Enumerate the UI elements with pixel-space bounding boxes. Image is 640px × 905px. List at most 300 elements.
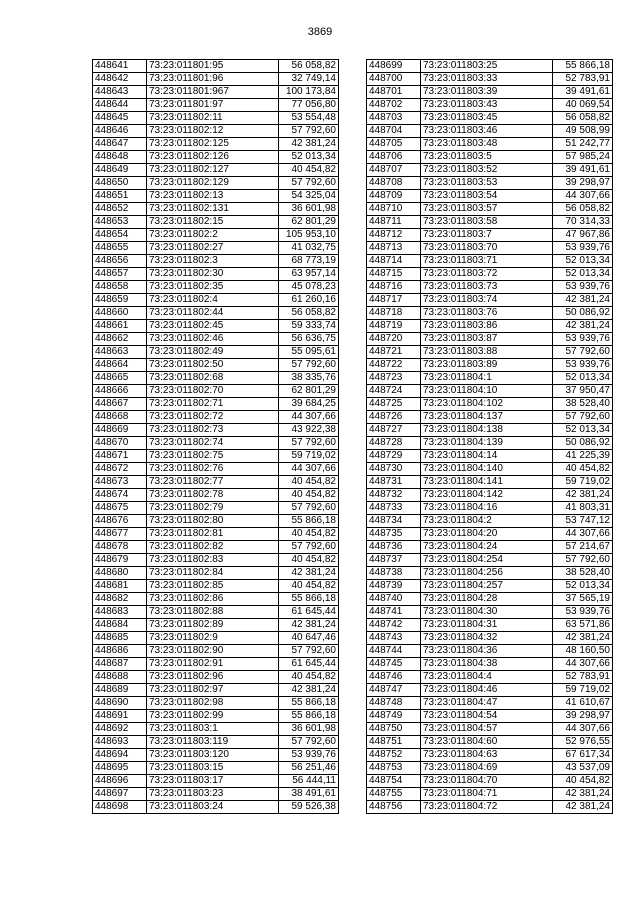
value-cell: 42 381,24 — [553, 320, 613, 333]
record-number-cell: 448705 — [367, 138, 421, 151]
record-number-cell: 448714 — [367, 255, 421, 268]
table-row — [367, 86, 613, 99]
record-number-cell: 448682 — [93, 593, 147, 606]
value-cell: 57 792,60 — [553, 411, 613, 424]
value-cell: 41 225,39 — [553, 450, 613, 463]
record-number-cell: 448713 — [367, 242, 421, 255]
value-cell: 53 939,76 — [553, 242, 613, 255]
cadastral-number-cell: 73:23:011803:24 — [147, 801, 279, 814]
table-row — [93, 801, 339, 814]
cadastral-number-cell: 73:23:011803:25 — [421, 60, 553, 73]
cadastral-number-cell: 73:23:011803:72 — [421, 268, 553, 281]
cadastral-number-cell: 73:23:011804:47 — [421, 697, 553, 710]
table-row — [367, 619, 613, 632]
record-number-cell: 448742 — [367, 619, 421, 632]
record-number-cell: 448749 — [367, 710, 421, 723]
record-number-cell: 448716 — [367, 281, 421, 294]
cadastral-number-cell: 73:23:011804:72 — [421, 801, 553, 814]
table-row — [367, 216, 613, 229]
record-number-cell: 448689 — [93, 684, 147, 697]
record-number-cell: 448745 — [367, 658, 421, 671]
record-number-cell: 448722 — [367, 359, 421, 372]
value-cell: 44 307,66 — [553, 723, 613, 736]
table-row — [93, 411, 339, 424]
value-cell: 40 454,82 — [279, 528, 339, 541]
cadastral-number-cell: 73:23:011803:39 — [421, 86, 553, 99]
record-number-cell: 448645 — [93, 112, 147, 125]
record-number-cell: 448669 — [93, 424, 147, 437]
record-number-cell: 448736 — [367, 541, 421, 554]
value-cell: 56 058,82 — [279, 307, 339, 320]
cadastral-number-cell: 73:23:011802:96 — [147, 671, 279, 684]
table-row — [367, 775, 613, 788]
record-number-cell: 448753 — [367, 762, 421, 775]
table-row — [367, 749, 613, 762]
cadastral-number-cell: 73:23:011802:76 — [147, 463, 279, 476]
record-number-cell: 448693 — [93, 736, 147, 749]
table-row — [367, 580, 613, 593]
record-number-cell: 448696 — [93, 775, 147, 788]
record-number-cell: 448697 — [93, 788, 147, 801]
cadastral-number-cell: 73:23:011803:33 — [421, 73, 553, 86]
table-row — [93, 697, 339, 710]
table-row — [367, 320, 613, 333]
record-number-cell: 448727 — [367, 424, 421, 437]
value-cell: 53 939,76 — [553, 359, 613, 372]
record-number-cell: 448683 — [93, 606, 147, 619]
record-number-cell: 448732 — [367, 489, 421, 502]
table-row — [367, 242, 613, 255]
table-row — [367, 723, 613, 736]
value-cell: 42 381,24 — [279, 138, 339, 151]
record-number-cell: 448750 — [367, 723, 421, 736]
value-cell: 52 013,34 — [553, 268, 613, 281]
table-row — [93, 645, 339, 658]
table-row — [367, 658, 613, 671]
cadastral-number-cell: 73:23:011804:254 — [421, 554, 553, 567]
value-cell: 44 307,66 — [553, 658, 613, 671]
table-row — [367, 385, 613, 398]
table-row — [367, 463, 613, 476]
table-row — [93, 749, 339, 762]
value-cell: 42 381,24 — [553, 489, 613, 502]
cadastral-number-cell: 73:23:011802:90 — [147, 645, 279, 658]
value-cell: 53 939,76 — [279, 749, 339, 762]
table-row — [367, 606, 613, 619]
cadastral-number-cell: 73:23:011802:70 — [147, 385, 279, 398]
value-cell: 38 528,40 — [553, 398, 613, 411]
value-cell: 63 571,86 — [553, 619, 613, 632]
value-cell: 42 381,24 — [279, 619, 339, 632]
value-cell: 61 260,16 — [279, 294, 339, 307]
record-number-cell: 448692 — [93, 723, 147, 736]
table-row — [367, 684, 613, 697]
cadastral-number-cell: 73:23:011803:7 — [421, 229, 553, 242]
record-number-cell: 448654 — [93, 229, 147, 242]
value-cell: 100 173,84 — [279, 86, 339, 99]
value-cell: 55 095,61 — [279, 346, 339, 359]
value-cell: 50 086,92 — [553, 437, 613, 450]
record-number-cell: 448646 — [93, 125, 147, 138]
cadastral-number-cell: 73:23:011803:88 — [421, 346, 553, 359]
record-number-cell: 448673 — [93, 476, 147, 489]
cadastral-number-cell: 73:23:011802:126 — [147, 151, 279, 164]
record-number-cell: 448707 — [367, 164, 421, 177]
value-cell: 67 617,34 — [553, 749, 613, 762]
table-row — [93, 684, 339, 697]
table-row — [367, 268, 613, 281]
value-cell: 57 792,60 — [279, 736, 339, 749]
record-number-cell: 448694 — [93, 749, 147, 762]
table-row — [93, 112, 339, 125]
table-row — [93, 398, 339, 411]
record-number-cell: 448665 — [93, 372, 147, 385]
table-row — [93, 268, 339, 281]
table-row — [93, 255, 339, 268]
cadastral-number-cell: 73:23:011803:52 — [421, 164, 553, 177]
value-cell: 63 957,14 — [279, 268, 339, 281]
cadastral-number-cell: 73:23:011804:71 — [421, 788, 553, 801]
cadastral-number-cell: 73:23:011803:120 — [147, 749, 279, 762]
cadastral-number-cell: 73:23:011803:46 — [421, 125, 553, 138]
value-cell: 55 866,18 — [279, 697, 339, 710]
table-row — [367, 476, 613, 489]
table-row — [93, 125, 339, 138]
value-cell: 48 160,50 — [553, 645, 613, 658]
table-row — [93, 606, 339, 619]
cadastral-number-cell: 73:23:011803:53 — [421, 177, 553, 190]
value-cell: 40 454,82 — [279, 671, 339, 684]
table-row — [367, 359, 613, 372]
value-cell: 77 056,80 — [279, 99, 339, 112]
table-row — [367, 398, 613, 411]
cadastral-number-cell: 73:23:011803:15 — [147, 762, 279, 775]
record-number-cell: 448664 — [93, 359, 147, 372]
cadastral-number-cell: 73:23:011803:23 — [147, 788, 279, 801]
table-row — [93, 528, 339, 541]
value-cell: 42 381,24 — [553, 294, 613, 307]
record-number-cell: 448663 — [93, 346, 147, 359]
record-number-cell: 448670 — [93, 437, 147, 450]
value-cell: 40 454,82 — [279, 554, 339, 567]
record-number-cell: 448651 — [93, 190, 147, 203]
cadastral-number-cell: 73:23:011804:69 — [421, 762, 553, 775]
value-cell: 56 636,75 — [279, 333, 339, 346]
value-cell: 61 645,44 — [279, 606, 339, 619]
record-number-cell: 448655 — [93, 242, 147, 255]
cadastral-number-cell: 73:23:011802:127 — [147, 164, 279, 177]
value-cell: 53 747,12 — [553, 515, 613, 528]
value-cell: 40 069,54 — [553, 99, 613, 112]
record-number-cell: 448723 — [367, 372, 421, 385]
record-number-cell: 448738 — [367, 567, 421, 580]
cadastral-number-cell: 73:23:011802:50 — [147, 359, 279, 372]
cadastral-number-cell: 73:23:011802:88 — [147, 606, 279, 619]
value-cell: 55 866,18 — [553, 60, 613, 73]
table-row — [367, 294, 613, 307]
value-cell: 37 950,47 — [553, 385, 613, 398]
value-cell: 52 013,34 — [553, 580, 613, 593]
table-row — [367, 281, 613, 294]
record-number-cell: 448690 — [93, 697, 147, 710]
value-cell: 105 953,10 — [279, 229, 339, 242]
record-number-cell: 448729 — [367, 450, 421, 463]
value-cell: 41 610,67 — [553, 697, 613, 710]
table-row — [93, 333, 339, 346]
cadastral-number-cell: 73:23:011802:45 — [147, 320, 279, 333]
table-row — [367, 99, 613, 112]
table-row — [367, 190, 613, 203]
value-cell: 52 013,34 — [553, 255, 613, 268]
cadastral-number-cell: 73:23:011804:38 — [421, 658, 553, 671]
table-row — [93, 580, 339, 593]
value-cell: 32 749,14 — [279, 73, 339, 86]
record-number-cell: 448681 — [93, 580, 147, 593]
value-cell: 44 307,66 — [553, 190, 613, 203]
value-cell: 50 086,92 — [553, 307, 613, 320]
table-row — [367, 372, 613, 385]
value-cell: 57 792,60 — [279, 177, 339, 190]
table-row — [367, 125, 613, 138]
record-number-cell: 448701 — [367, 86, 421, 99]
cadastral-number-cell: 73:23:011802:68 — [147, 372, 279, 385]
record-number-cell: 448739 — [367, 580, 421, 593]
cadastral-number-cell: 73:23:011802:77 — [147, 476, 279, 489]
cadastral-number-cell: 73:23:011802:9 — [147, 632, 279, 645]
cadastral-number-cell: 73:23:011802:35 — [147, 281, 279, 294]
value-cell: 57 792,60 — [279, 502, 339, 515]
table-row — [93, 671, 339, 684]
cadastral-number-cell: 73:23:011801:97 — [147, 99, 279, 112]
record-number-cell: 448743 — [367, 632, 421, 645]
value-cell: 57 792,60 — [553, 346, 613, 359]
left-table-body — [93, 60, 339, 814]
table-row — [93, 632, 339, 645]
record-number-cell: 448731 — [367, 476, 421, 489]
table-row — [367, 164, 613, 177]
cadastral-number-cell: 73:23:011802:131 — [147, 203, 279, 216]
cadastral-number-cell: 73:23:011801:967 — [147, 86, 279, 99]
value-cell: 40 454,82 — [279, 489, 339, 502]
table-row — [93, 60, 339, 73]
record-number-cell: 448744 — [367, 645, 421, 658]
right-table-body — [367, 60, 613, 814]
record-number-cell: 448721 — [367, 346, 421, 359]
table-row — [93, 463, 339, 476]
value-cell: 42 381,24 — [553, 801, 613, 814]
value-cell: 40 454,82 — [553, 775, 613, 788]
table-row — [367, 736, 613, 749]
record-number-cell: 448704 — [367, 125, 421, 138]
table-row — [93, 424, 339, 437]
table-row — [367, 73, 613, 86]
table-row — [367, 502, 613, 515]
record-number-cell: 448648 — [93, 151, 147, 164]
value-cell: 52 013,34 — [553, 424, 613, 437]
table-row — [367, 177, 613, 190]
value-cell: 40 454,82 — [279, 164, 339, 177]
cadastral-number-cell: 73:23:011802:86 — [147, 593, 279, 606]
value-cell: 57 985,24 — [553, 151, 613, 164]
value-cell: 59 719,02 — [553, 684, 613, 697]
record-number-cell: 448642 — [93, 73, 147, 86]
table-row — [93, 723, 339, 736]
record-number-cell: 448712 — [367, 229, 421, 242]
cadastral-number-cell: 73:23:011804:257 — [421, 580, 553, 593]
cadastral-number-cell: 73:23:011802:46 — [147, 333, 279, 346]
cadastral-number-cell: 73:23:011803:119 — [147, 736, 279, 749]
right-register-table — [366, 59, 613, 814]
table-row — [367, 671, 613, 684]
record-number-cell: 448678 — [93, 541, 147, 554]
record-number-cell: 448679 — [93, 554, 147, 567]
record-number-cell: 448657 — [93, 268, 147, 281]
cadastral-number-cell: 73:23:011804:36 — [421, 645, 553, 658]
table-row — [93, 320, 339, 333]
cadastral-number-cell: 73:23:011802:74 — [147, 437, 279, 450]
record-number-cell: 448666 — [93, 385, 147, 398]
table-row — [93, 73, 339, 86]
table-row — [93, 437, 339, 450]
record-number-cell: 448695 — [93, 762, 147, 775]
value-cell: 56 444,11 — [279, 775, 339, 788]
record-number-cell: 448671 — [93, 450, 147, 463]
cadastral-number-cell: 73:23:011804:137 — [421, 411, 553, 424]
record-number-cell: 448708 — [367, 177, 421, 190]
cadastral-number-cell: 73:23:011803:17 — [147, 775, 279, 788]
record-number-cell: 448726 — [367, 411, 421, 424]
cadastral-number-cell: 73:23:011801:96 — [147, 73, 279, 86]
table-row — [367, 307, 613, 320]
value-cell: 57 792,60 — [279, 645, 339, 658]
record-number-cell: 448754 — [367, 775, 421, 788]
record-number-cell: 448728 — [367, 437, 421, 450]
value-cell: 36 601,98 — [279, 203, 339, 216]
cadastral-number-cell: 73:23:011802:12 — [147, 125, 279, 138]
table-row — [93, 307, 339, 320]
table-row — [93, 177, 339, 190]
cadastral-number-cell: 73:23:011802:125 — [147, 138, 279, 151]
record-number-cell: 448688 — [93, 671, 147, 684]
record-number-cell: 448698 — [93, 801, 147, 814]
value-cell: 57 792,60 — [279, 359, 339, 372]
cadastral-number-cell: 73:23:011802:73 — [147, 424, 279, 437]
record-number-cell: 448719 — [367, 320, 421, 333]
value-cell: 52 013,34 — [279, 151, 339, 164]
cadastral-number-cell: 73:23:011802:72 — [147, 411, 279, 424]
cadastral-number-cell: 73:23:011803:48 — [421, 138, 553, 151]
table-row — [93, 216, 339, 229]
value-cell: 59 719,02 — [553, 476, 613, 489]
cadastral-number-cell: 73:23:011803:86 — [421, 320, 553, 333]
record-number-cell: 448737 — [367, 554, 421, 567]
table-row — [93, 710, 339, 723]
table-row — [367, 528, 613, 541]
table-row — [93, 229, 339, 242]
record-number-cell: 448650 — [93, 177, 147, 190]
record-number-cell: 448747 — [367, 684, 421, 697]
table-row — [367, 151, 613, 164]
cadastral-number-cell: 73:23:011803:71 — [421, 255, 553, 268]
value-cell: 56 058,82 — [553, 203, 613, 216]
value-cell: 56 058,82 — [553, 112, 613, 125]
record-number-cell: 448709 — [367, 190, 421, 203]
record-number-cell: 448751 — [367, 736, 421, 749]
cadastral-number-cell: 73:23:011804:102 — [421, 398, 553, 411]
cadastral-number-cell: 73:23:011802:15 — [147, 216, 279, 229]
cadastral-number-cell: 73:23:011802:75 — [147, 450, 279, 463]
cadastral-number-cell: 73:23:011803:1 — [147, 723, 279, 736]
value-cell: 61 645,44 — [279, 658, 339, 671]
cadastral-number-cell: 73:23:011802:30 — [147, 268, 279, 281]
record-number-cell: 448740 — [367, 593, 421, 606]
cadastral-number-cell: 73:23:011802:27 — [147, 242, 279, 255]
table-row — [93, 294, 339, 307]
table-row — [367, 411, 613, 424]
table-row — [367, 112, 613, 125]
cadastral-number-cell: 73:23:011804:46 — [421, 684, 553, 697]
value-cell: 59 526,38 — [279, 801, 339, 814]
value-cell: 39 298,97 — [553, 177, 613, 190]
value-cell: 59 719,02 — [279, 450, 339, 463]
value-cell: 53 554,48 — [279, 112, 339, 125]
value-cell: 57 214,67 — [553, 541, 613, 554]
cadastral-number-cell: 73:23:011802:81 — [147, 528, 279, 541]
cadastral-number-cell: 73:23:011802:85 — [147, 580, 279, 593]
record-number-cell: 448662 — [93, 333, 147, 346]
value-cell: 42 381,24 — [553, 788, 613, 801]
value-cell: 41 803,31 — [553, 502, 613, 515]
cadastral-number-cell: 73:23:011802:80 — [147, 515, 279, 528]
value-cell: 55 866,18 — [279, 515, 339, 528]
cadastral-number-cell: 73:23:011804:63 — [421, 749, 553, 762]
record-number-cell: 448718 — [367, 307, 421, 320]
table-row — [367, 450, 613, 463]
cadastral-number-cell: 73:23:011804:60 — [421, 736, 553, 749]
value-cell: 53 939,76 — [553, 281, 613, 294]
value-cell: 62 801,29 — [279, 216, 339, 229]
table-row — [367, 710, 613, 723]
value-cell: 56 058,82 — [279, 60, 339, 73]
value-cell: 39 298,97 — [553, 710, 613, 723]
table-row — [93, 554, 339, 567]
cadastral-number-cell: 73:23:011804:31 — [421, 619, 553, 632]
value-cell: 38 491,61 — [279, 788, 339, 801]
cadastral-number-cell: 73:23:011804:14 — [421, 450, 553, 463]
cadastral-number-cell: 73:23:011803:73 — [421, 281, 553, 294]
cadastral-number-cell: 73:23:011804:32 — [421, 632, 553, 645]
record-number-cell: 448672 — [93, 463, 147, 476]
value-cell: 53 939,76 — [553, 606, 613, 619]
record-number-cell: 448667 — [93, 398, 147, 411]
table-row — [367, 203, 613, 216]
cadastral-number-cell: 73:23:011802:11 — [147, 112, 279, 125]
value-cell: 40 454,82 — [279, 580, 339, 593]
cadastral-number-cell: 73:23:011803:87 — [421, 333, 553, 346]
table-row — [367, 515, 613, 528]
table-row — [367, 424, 613, 437]
record-number-cell: 448748 — [367, 697, 421, 710]
table-row — [93, 619, 339, 632]
record-number-cell: 448668 — [93, 411, 147, 424]
value-cell: 53 939,76 — [553, 333, 613, 346]
table-row — [93, 762, 339, 775]
cadastral-number-cell: 73:23:011802:78 — [147, 489, 279, 502]
value-cell: 40 647,46 — [279, 632, 339, 645]
record-number-cell: 448724 — [367, 385, 421, 398]
table-row — [93, 359, 339, 372]
value-cell: 57 792,60 — [279, 125, 339, 138]
